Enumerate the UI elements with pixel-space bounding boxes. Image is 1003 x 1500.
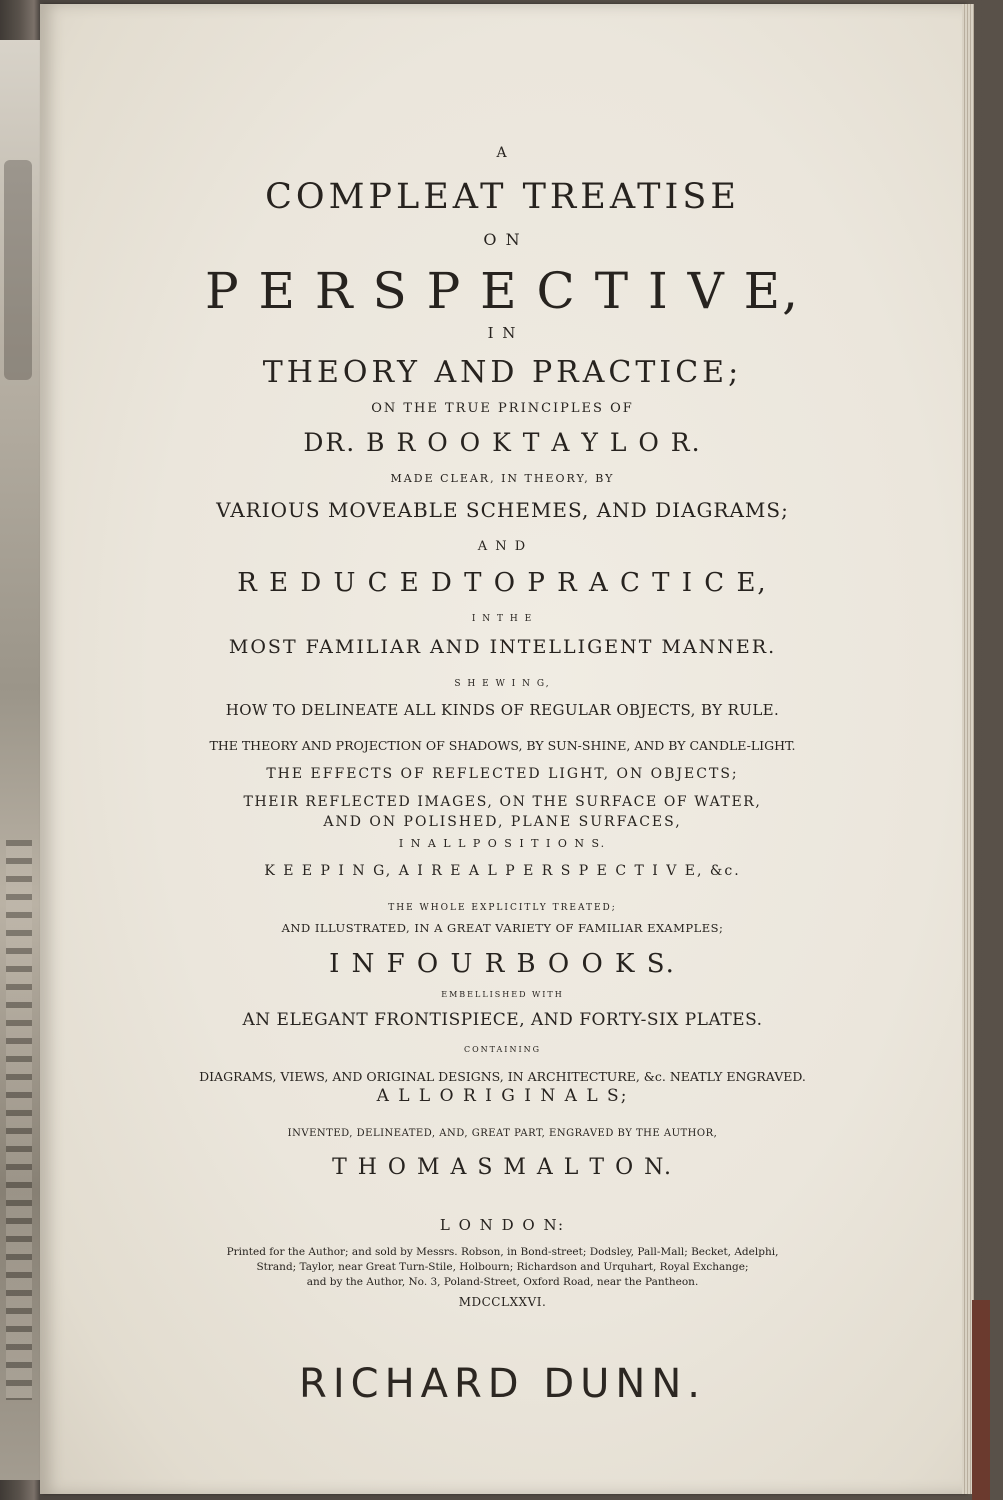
content-reflected-light: THE EFFECTS OF REFLECTED LIGHT, ON OBJECTS; [266,766,739,782]
content-polished: AND ON POLISHED, PLANE SURFACES, [323,814,682,830]
title-line-1: COMPLEAT TREATISE [265,177,740,217]
content-four-books: I N F O U R B O O K S. [329,949,676,979]
subtitle-schemes: VARIOUS MOVEABLE SCHEMES, AND DIAGRAMS; [216,498,789,522]
content-treated: THE WHOLE EXPLICITLY TREATED; [388,903,617,913]
imprint-london: L O N D O N: [439,1216,566,1234]
owner-stamp: RICHARD DUNN. [299,1361,706,1407]
content-originals: A L L O R I G I N A L S; [376,1086,629,1106]
content-frontispiece: AN ELEGANT FRONTISPIECE, AND FORTY-SIX PLATES. [242,1010,763,1030]
subtitle-familiar: MOST FAMILIAR AND INTELLIGENT MANNER. [228,636,777,658]
frontispiece-edge [0,40,42,1480]
imprint-year: MDCCLXXVI. [458,1295,547,1309]
content-invented: INVENTED, DELINEATED, AND, GREAT PART, ENGRAVED BY THE AUTHOR, [287,1128,718,1139]
subtitle-reduced: R E D U C E D T O P R A C T I C E, [237,568,768,598]
imprint-line-1: Printed for the Author; and sold by Messrs. Robson, in Bond-street; Dodsley, Pall-Mall; Becket, Adelphi, [226,1246,779,1258]
title-article: A [496,145,509,161]
subtitle-and: A N D [477,539,528,554]
content-keeping: K E E P I N G, A I R E A L P E R S P E C T I V E, &c. [264,863,741,879]
content-diagrams: DIAGRAMS, VIEWS, AND ORIGINAL DESIGNS, IN ARCHITECTURE, &c. NEATLY ENGRAVED. [199,1069,806,1084]
content-shadows: THE THEORY AND PROJECTION OF SHADOWS, BY SUN-SHINE, AND BY CANDLE-LIGHT. [209,738,796,753]
title-on: O N [483,230,522,249]
subtitle-made-clear: MADE CLEAR, IN THEORY, BY [390,472,615,485]
imprint-line-2: Strand; Taylor, near Great Turn-Stile, Holbourn; Richardson and Urquhart, Royal Exchange; [256,1261,749,1273]
title-in: I N [487,324,518,342]
content-images: THEIR REFLECTED IMAGES, ON THE SURFACE OF WATER, [243,794,762,810]
content-illustrated: AND ILLUSTRATED, IN A GREAT VARIETY OF FAMILIAR EXAMPLES; [281,921,724,935]
title-perspective: P E R S P E C T I V E, [205,262,800,320]
content-positions: I N A L L P O S I T I O N S. [398,837,607,850]
subtitle-principles: ON THE TRUE PRINCIPLES OF [371,401,634,416]
frontispiece-architecture [6,840,32,1400]
content-containing: CONTAINING [463,1045,542,1054]
subtitle-taylor: DR. B R O O K T A Y L O R. [303,428,702,457]
imprint-line-3: and by the Author, No. 3, Poland-Street, Oxford Road, near the Pantheon. [306,1276,699,1288]
content-embellished: EMBELLISHED WITH [441,990,564,999]
frontispiece-sky [4,160,32,380]
subtitle-in-the: I N T H E [471,614,534,624]
content-delineate: HOW TO DELINEATE ALL KINDS OF REGULAR OBJECTS, BY RULE. [225,701,780,719]
author-name: T H O M A S M A L T O N. [332,1155,673,1180]
title-theory-practice: THEORY AND PRACTICE; [262,355,743,390]
subtitle-shewing: S H E W I N G, [454,679,551,689]
cover-edge [972,1300,990,1500]
